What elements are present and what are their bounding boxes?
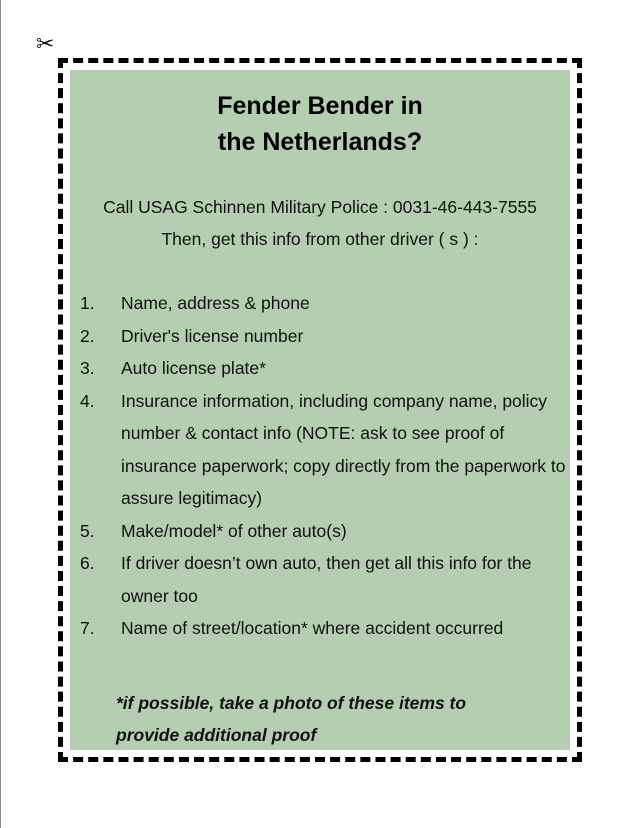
list-item xyxy=(80,287,575,320)
list-item-number: 2. xyxy=(80,325,95,346)
info-panel xyxy=(70,70,570,750)
list-item-text: Make/model* of other auto(s) xyxy=(121,520,347,541)
scissors-icon: ✂ xyxy=(36,32,55,57)
info-checklist xyxy=(80,287,575,645)
list-item-number: 3. xyxy=(80,358,95,378)
note-line-1: *if possible, take a photo of these items to xyxy=(116,693,467,713)
page-edge-line xyxy=(0,0,1,828)
list-item-text: Name of street/location* where accident occurred xyxy=(121,618,504,638)
list-item xyxy=(80,547,575,612)
title-line-1: Fender Bender in xyxy=(217,92,423,120)
list-item-number: 1. xyxy=(80,293,95,313)
list-item-text: Auto license plate* xyxy=(121,358,266,378)
list-item-number: 4. xyxy=(80,390,95,411)
list-item-text: Driver's license number xyxy=(121,325,304,346)
page-title xyxy=(70,88,570,160)
title-line-2: the Netherlands? xyxy=(217,128,423,156)
list-item xyxy=(80,612,575,645)
call-police-text: Call USAG Schinnen Military Police : 0031-46-443-7555 xyxy=(103,197,537,217)
list-item xyxy=(80,352,575,385)
photo-note xyxy=(116,687,556,751)
note-line-2: provide additional proof xyxy=(116,725,317,745)
list-item xyxy=(80,320,575,353)
instruction-text: Then, get this info from other driver ( s ) : xyxy=(161,229,479,249)
list-item xyxy=(80,515,575,548)
list-item-number: 6. xyxy=(80,553,95,573)
list-item-number: 5. xyxy=(80,520,95,541)
list-item-text: If driver doesn’t own auto, then get all this info for the owner too xyxy=(121,553,532,606)
cut-out-coupon xyxy=(58,58,582,762)
list-item-number: 7. xyxy=(80,618,95,638)
list-item-text: Name, address & phone xyxy=(121,293,310,313)
list-item xyxy=(80,385,575,515)
list-item-text: Insurance information, including company name, policy number & contact info (NOTE: ask to see proof of insurance paperwork; copy directly from the paperwork to assure legitimacy) xyxy=(121,390,566,508)
